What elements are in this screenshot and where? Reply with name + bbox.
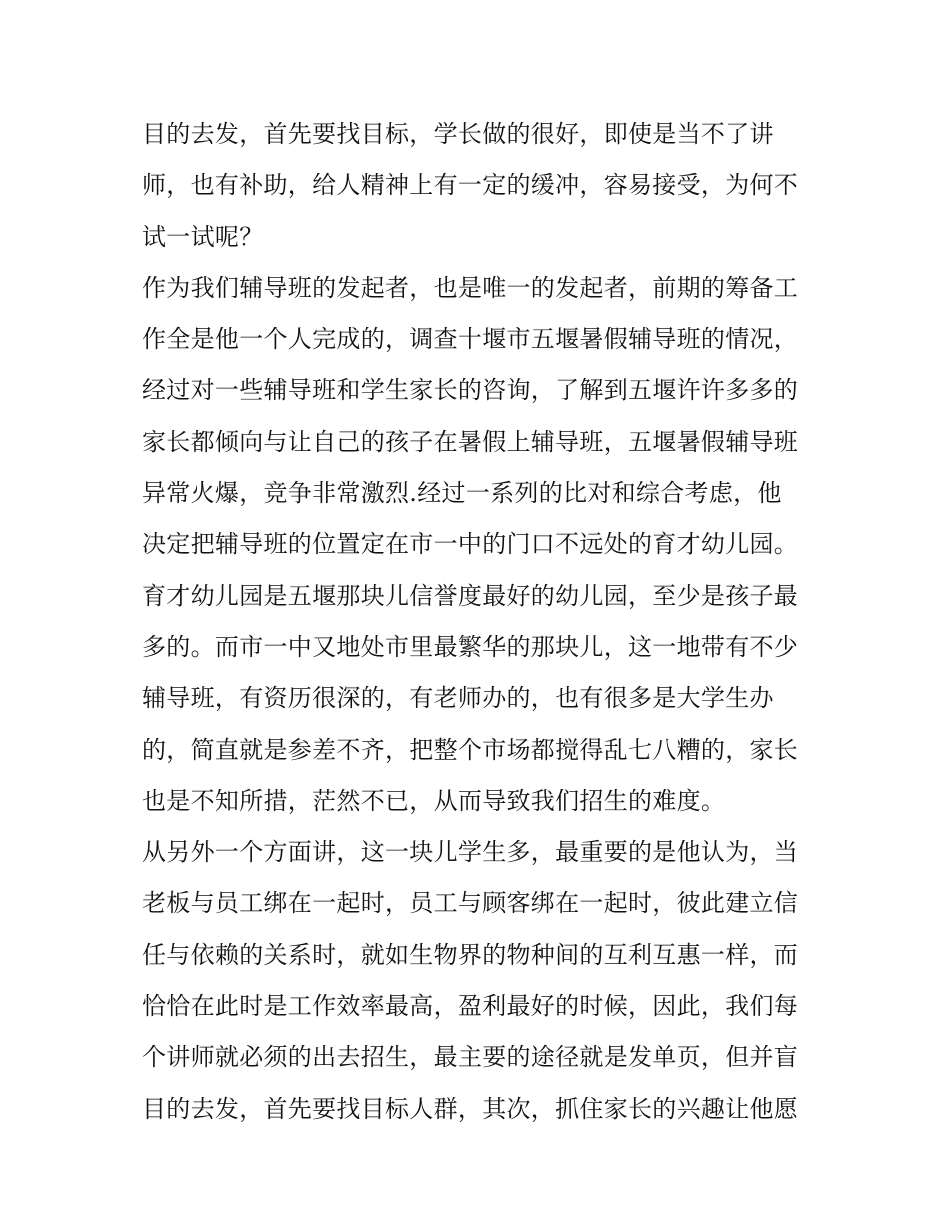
text-line: 也是不知所措，茫然不已，从而导致我们招生的难度。 — [142, 786, 726, 815]
text-line: 异常火爆，竞争非常激烈.经过一系列的比对和综合考虑，他 — [142, 479, 782, 508]
text-line: 决定把辅导班的位置定在市一中的门口不远处的育才幼儿园。 — [142, 530, 799, 559]
text-line: 作为我们辅导班的发起者，也是唯一的发起者，前期的筹备工 — [142, 273, 799, 302]
text-line: 目的去发，首先要找目标，学长做的很好，即使是当不了讲 — [142, 120, 774, 148]
text-line: 育才幼儿园是五堰那块儿信誉度最好的幼儿园，至少是孩子最 — [142, 581, 799, 610]
text-line: 家长都倾向与让自己的孩子在暑假上辅导班，五堰暑假辅导班 — [142, 427, 799, 456]
text-line: 试一试呢？ — [142, 222, 264, 251]
text-line: 师，也有补助，给人精神上有一定的缓冲，容易接受，为何不 — [142, 171, 799, 200]
text-line: 任与依赖的关系时，就如生物界的物种间的互利互惠一样，而 — [142, 940, 799, 969]
text-line: 的，简直就是参差不齐，把整个市场都搅得乱七八糟的，家长 — [142, 735, 799, 764]
text-line: 从另外一个方面讲，这一块儿学生多，最重要的是他认为，当 — [142, 838, 799, 867]
text-line: 目的去发，首先要找目标人群，其次，抓住家长的兴趣让他愿 — [142, 1094, 799, 1123]
text-line: 个讲师就必须的出去招生，最主要的途径就是发单页，但并盲 — [142, 1043, 799, 1072]
document-body — [142, 109, 814, 1135]
text-line: 多的。而市一中又地处市里最繁华的那块儿，这一地带有不少 — [142, 632, 799, 661]
text-line: 老板与员工绑在一起时，员工与顾客绑在一起时，彼此建立信 — [142, 889, 799, 918]
text-line: 作全是他一个人完成的，调查十堰市五堰暑假辅导班的情况， — [142, 325, 799, 354]
text-line: 经过对一些辅导班和学生家长的咨询，了解到五堰许许多多的 — [142, 376, 799, 405]
text-line: 恰恰在此时是工作效率最高，盈利最好的时候，因此，我们每 — [142, 992, 799, 1021]
text-line: 辅导班，有资历很深的，有老师办的，也有很多是大学生办 — [142, 684, 774, 713]
